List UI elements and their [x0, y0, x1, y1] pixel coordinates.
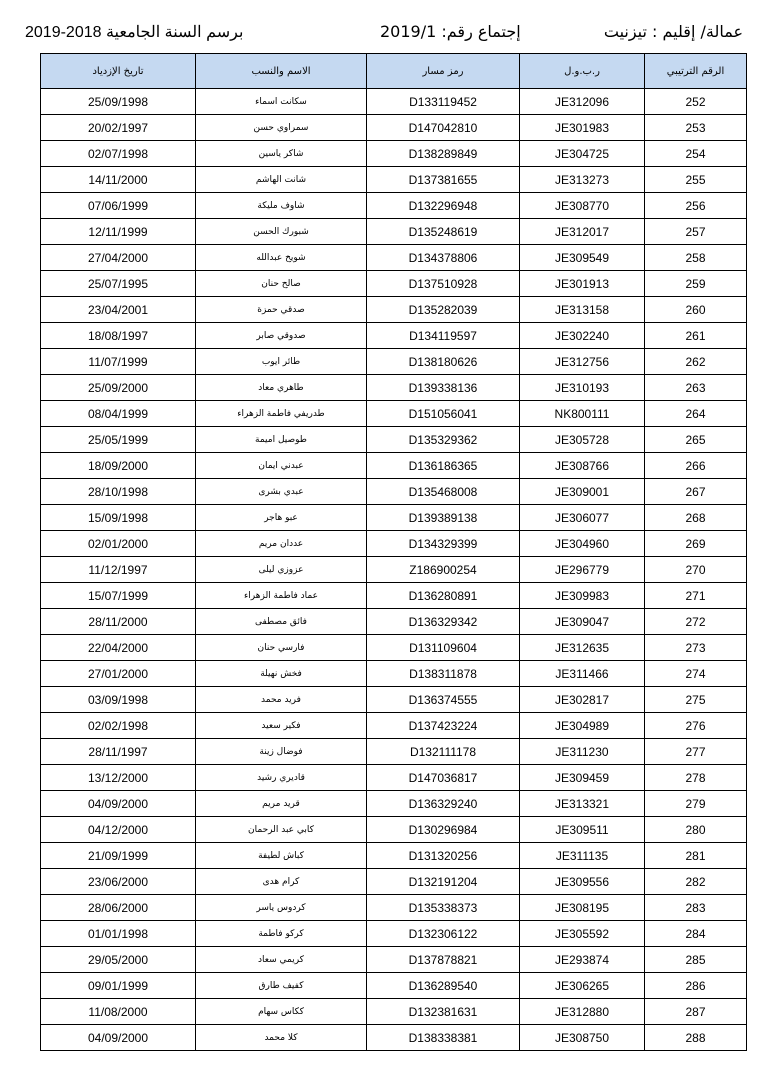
cell-massar-code: D136329240 — [367, 791, 520, 817]
cell-full-name: عزوزي ليلى — [196, 557, 367, 583]
cell-birth-date: 27/01/2000 — [41, 661, 196, 687]
header-full-name: الاسم والنسب — [196, 54, 367, 89]
cell-birth-date: 12/11/1999 — [41, 219, 196, 245]
cell-birth-date: 28/11/1997 — [41, 739, 196, 765]
cell-birth-date: 25/09/1998 — [41, 89, 196, 115]
cell-serial-number: 256 — [645, 193, 747, 219]
cell-full-name: صالح حنان — [196, 271, 367, 297]
table-row — [41, 271, 747, 297]
cell-national-id: JE308770 — [520, 193, 645, 219]
cell-full-name: شاوف مليكة — [196, 193, 367, 219]
cell-massar-code: D134329399 — [367, 531, 520, 557]
cell-birth-date: 11/12/1997 — [41, 557, 196, 583]
table-row — [41, 531, 747, 557]
cell-serial-number: 264 — [645, 401, 747, 427]
cell-full-name: كردوس ياسر — [196, 895, 367, 921]
cell-serial-number: 254 — [645, 141, 747, 167]
cell-birth-date: 25/09/2000 — [41, 375, 196, 401]
table-row — [41, 167, 747, 193]
cell-serial-number: 277 — [645, 739, 747, 765]
cell-national-id: JE302240 — [520, 323, 645, 349]
table-row — [41, 141, 747, 167]
cell-national-id: JE313321 — [520, 791, 645, 817]
table-row — [41, 89, 747, 115]
cell-birth-date: 04/12/2000 — [41, 817, 196, 843]
cell-serial-number: 261 — [645, 323, 747, 349]
cell-massar-code: D133119452 — [367, 89, 520, 115]
table-row — [41, 323, 747, 349]
cell-national-id: JE311466 — [520, 661, 645, 687]
cell-national-id: JE309983 — [520, 583, 645, 609]
cell-birth-date: 29/05/2000 — [41, 947, 196, 973]
cell-massar-code: D139338136 — [367, 375, 520, 401]
table-row — [41, 583, 747, 609]
cell-full-name: فوضال زينة — [196, 739, 367, 765]
cell-full-name: كرام هدى — [196, 869, 367, 895]
cell-national-id: JE306077 — [520, 505, 645, 531]
cell-full-name: طوصيل اميمة — [196, 427, 367, 453]
cell-birth-date: 02/07/1998 — [41, 141, 196, 167]
cell-serial-number: 260 — [645, 297, 747, 323]
cell-serial-number: 265 — [645, 427, 747, 453]
cell-massar-code: D147036817 — [367, 765, 520, 791]
cell-national-id: JE309511 — [520, 817, 645, 843]
table-row — [41, 687, 747, 713]
cell-massar-code: D137510928 — [367, 271, 520, 297]
cell-full-name: قريد مريم — [196, 791, 367, 817]
cell-national-id: JE312756 — [520, 349, 645, 375]
student-roster-table — [40, 53, 747, 1051]
cell-massar-code: D132191204 — [367, 869, 520, 895]
cell-serial-number: 273 — [645, 635, 747, 661]
cell-birth-date: 15/07/1999 — [41, 583, 196, 609]
cell-national-id: JE309459 — [520, 765, 645, 791]
cell-massar-code: D138311878 — [367, 661, 520, 687]
table-row — [41, 661, 747, 687]
table-row — [41, 349, 747, 375]
cell-serial-number: 269 — [645, 531, 747, 557]
table-row — [41, 557, 747, 583]
cell-national-id: JE305592 — [520, 921, 645, 947]
cell-birth-date: 07/06/1999 — [41, 193, 196, 219]
cell-serial-number: 255 — [645, 167, 747, 193]
table-row — [41, 427, 747, 453]
table-row — [41, 479, 747, 505]
cell-serial-number: 283 — [645, 895, 747, 921]
table-row — [41, 869, 747, 895]
cell-massar-code: D135329362 — [367, 427, 520, 453]
cell-full-name: صدوقي صابر — [196, 323, 367, 349]
cell-national-id: JE312880 — [520, 999, 645, 1025]
table-row — [41, 791, 747, 817]
cell-serial-number: 266 — [645, 453, 747, 479]
table-row — [41, 739, 747, 765]
cell-massar-code: D132306122 — [367, 921, 520, 947]
cell-national-id: JE306265 — [520, 973, 645, 999]
cell-national-id: JE312635 — [520, 635, 645, 661]
cell-massar-code: D134119597 — [367, 323, 520, 349]
cell-serial-number: 262 — [645, 349, 747, 375]
cell-massar-code: D135282039 — [367, 297, 520, 323]
meeting-number-label: إجتماع رقم: 2019/1 — [380, 22, 521, 41]
table-row — [41, 375, 747, 401]
cell-national-id: JE312096 — [520, 89, 645, 115]
table-row — [41, 219, 747, 245]
cell-birth-date: 04/09/2000 — [41, 1025, 196, 1051]
cell-national-id: NK800111 — [520, 401, 645, 427]
cell-serial-number: 258 — [645, 245, 747, 271]
cell-massar-code: D132111178 — [367, 739, 520, 765]
cell-national-id: JE301983 — [520, 115, 645, 141]
cell-full-name: كركو فاطمة — [196, 921, 367, 947]
cell-birth-date: 02/01/2000 — [41, 531, 196, 557]
table-row — [41, 921, 747, 947]
cell-massar-code: D137423224 — [367, 713, 520, 739]
cell-national-id: JE293874 — [520, 947, 645, 973]
table-row — [41, 609, 747, 635]
header-serial-number: الرقم الترتيبي — [645, 54, 747, 89]
cell-serial-number: 284 — [645, 921, 747, 947]
cell-massar-code: D136280891 — [367, 583, 520, 609]
cell-full-name: عددان مريم — [196, 531, 367, 557]
cell-birth-date: 04/09/2000 — [41, 791, 196, 817]
cell-full-name: شاكر ياسين — [196, 141, 367, 167]
cell-national-id: JE313273 — [520, 167, 645, 193]
cell-massar-code: D138289849 — [367, 141, 520, 167]
cell-serial-number: 271 — [645, 583, 747, 609]
cell-birth-date: 28/10/1998 — [41, 479, 196, 505]
cell-massar-code: D136329342 — [367, 609, 520, 635]
cell-full-name: فائق مصطفى — [196, 609, 367, 635]
cell-birth-date: 18/09/2000 — [41, 453, 196, 479]
cell-national-id: JE313158 — [520, 297, 645, 323]
region-label: عمالة/ إقليم : تيزنيت — [603, 22, 743, 41]
cell-full-name: طائر ايوب — [196, 349, 367, 375]
cell-full-name: طدريفي فاطمة الزهراء — [196, 401, 367, 427]
table-row — [41, 635, 747, 661]
cell-full-name: عبدي بشرى — [196, 479, 367, 505]
cell-serial-number: 268 — [645, 505, 747, 531]
cell-national-id: JE311230 — [520, 739, 645, 765]
cell-full-name: كباش لطيفة — [196, 843, 367, 869]
cell-full-name: عبو هاجر — [196, 505, 367, 531]
cell-massar-code: D147042810 — [367, 115, 520, 141]
table-row — [41, 895, 747, 921]
cell-full-name: فارسي حنان — [196, 635, 367, 661]
table-row — [41, 401, 747, 427]
header-birth-date: تاريخ الإزدياد — [41, 54, 196, 89]
cell-national-id: JE308766 — [520, 453, 645, 479]
cell-serial-number: 276 — [645, 713, 747, 739]
cell-massar-code: D135468008 — [367, 479, 520, 505]
cell-birth-date: 20/02/1997 — [41, 115, 196, 141]
cell-serial-number: 259 — [645, 271, 747, 297]
cell-serial-number: 257 — [645, 219, 747, 245]
cell-full-name: كلا محمد — [196, 1025, 367, 1051]
cell-birth-date: 13/12/2000 — [41, 765, 196, 791]
cell-full-name: سكانت اسماء — [196, 89, 367, 115]
cell-massar-code: D135248619 — [367, 219, 520, 245]
cell-birth-date: 18/08/1997 — [41, 323, 196, 349]
cell-full-name: فكير سعيد — [196, 713, 367, 739]
cell-national-id: JE309001 — [520, 479, 645, 505]
cell-birth-date: 25/05/1999 — [41, 427, 196, 453]
cell-national-id: JE309549 — [520, 245, 645, 271]
cell-national-id: JE310193 — [520, 375, 645, 401]
cell-national-id: JE309556 — [520, 869, 645, 895]
cell-national-id: JE302817 — [520, 687, 645, 713]
cell-massar-code: D136374555 — [367, 687, 520, 713]
cell-serial-number: 274 — [645, 661, 747, 687]
cell-national-id: JE308195 — [520, 895, 645, 921]
table-row — [41, 765, 747, 791]
cell-national-id: JE308750 — [520, 1025, 645, 1051]
table-row — [41, 713, 747, 739]
cell-birth-date: 11/07/1999 — [41, 349, 196, 375]
cell-serial-number: 279 — [645, 791, 747, 817]
cell-massar-code: D135338373 — [367, 895, 520, 921]
cell-full-name: شانت الهاشم — [196, 167, 367, 193]
table-row — [41, 453, 747, 479]
cell-full-name: عماد فاطمة الزهراء — [196, 583, 367, 609]
cell-serial-number: 267 — [645, 479, 747, 505]
table-row — [41, 947, 747, 973]
cell-birth-date: 11/08/2000 — [41, 999, 196, 1025]
cell-massar-code: Z186900254 — [367, 557, 520, 583]
academic-year-label: برسم السنة الجامعية 2018-2019 — [25, 24, 244, 41]
cell-national-id: JE311135 — [520, 843, 645, 869]
cell-birth-date: 28/06/2000 — [41, 895, 196, 921]
cell-birth-date: 23/06/2000 — [41, 869, 196, 895]
cell-massar-code: D137381655 — [367, 167, 520, 193]
cell-full-name: عبدني ايمان — [196, 453, 367, 479]
cell-full-name: صدقي حمزة — [196, 297, 367, 323]
table-row — [41, 999, 747, 1025]
cell-birth-date: 08/04/1999 — [41, 401, 196, 427]
table-row — [41, 505, 747, 531]
cell-massar-code: D134378806 — [367, 245, 520, 271]
table-row — [41, 297, 747, 323]
table-body — [41, 89, 747, 1051]
cell-full-name: كابي عبد الرحمان — [196, 817, 367, 843]
table-row — [41, 193, 747, 219]
cell-massar-code: D138338381 — [367, 1025, 520, 1051]
cell-full-name: طاهري معاد — [196, 375, 367, 401]
cell-national-id: JE301913 — [520, 271, 645, 297]
cell-birth-date: 03/09/1998 — [41, 687, 196, 713]
cell-massar-code: D131320256 — [367, 843, 520, 869]
cell-serial-number: 281 — [645, 843, 747, 869]
cell-birth-date: 27/04/2000 — [41, 245, 196, 271]
cell-serial-number: 280 — [645, 817, 747, 843]
header-national-id: ر.ب.و.ل — [520, 54, 645, 89]
cell-national-id: JE309047 — [520, 609, 645, 635]
table-row — [41, 245, 747, 271]
cell-birth-date: 25/07/1995 — [41, 271, 196, 297]
cell-massar-code: D136289540 — [367, 973, 520, 999]
cell-serial-number: 272 — [645, 609, 747, 635]
cell-birth-date: 23/04/2001 — [41, 297, 196, 323]
cell-national-id: JE304725 — [520, 141, 645, 167]
cell-massar-code: D151056041 — [367, 401, 520, 427]
cell-national-id: JE305728 — [520, 427, 645, 453]
cell-national-id: JE296779 — [520, 557, 645, 583]
cell-full-name: كفيف طارق — [196, 973, 367, 999]
table-row — [41, 817, 747, 843]
cell-serial-number: 286 — [645, 973, 747, 999]
cell-national-id: JE304960 — [520, 531, 645, 557]
cell-massar-code: D139389138 — [367, 505, 520, 531]
page-header — [25, 22, 743, 44]
cell-full-name: ككاس سهام — [196, 999, 367, 1025]
cell-serial-number: 253 — [645, 115, 747, 141]
cell-serial-number: 270 — [645, 557, 747, 583]
cell-massar-code: D132381631 — [367, 999, 520, 1025]
cell-national-id: JE304989 — [520, 713, 645, 739]
table-row — [41, 973, 747, 999]
cell-birth-date: 02/02/1998 — [41, 713, 196, 739]
cell-serial-number: 287 — [645, 999, 747, 1025]
cell-serial-number: 288 — [645, 1025, 747, 1051]
cell-massar-code: D132296948 — [367, 193, 520, 219]
table-row — [41, 843, 747, 869]
cell-birth-date: 15/09/1998 — [41, 505, 196, 531]
cell-serial-number: 285 — [645, 947, 747, 973]
cell-birth-date: 28/11/2000 — [41, 609, 196, 635]
table-row — [41, 115, 747, 141]
cell-massar-code: D136186365 — [367, 453, 520, 479]
cell-full-name: سمراوي حسن — [196, 115, 367, 141]
cell-full-name: قاديري رشيد — [196, 765, 367, 791]
cell-birth-date: 01/01/1998 — [41, 921, 196, 947]
cell-birth-date: 22/04/2000 — [41, 635, 196, 661]
cell-massar-code: D138180626 — [367, 349, 520, 375]
cell-national-id: JE312017 — [520, 219, 645, 245]
cell-birth-date: 14/11/2000 — [41, 167, 196, 193]
header-massar-code: رمز مسار — [367, 54, 520, 89]
table-header-row — [41, 54, 747, 89]
cell-serial-number: 282 — [645, 869, 747, 895]
table-row — [41, 1025, 747, 1051]
cell-massar-code: D131109604 — [367, 635, 520, 661]
cell-serial-number: 263 — [645, 375, 747, 401]
cell-full-name: كريمي سعاد — [196, 947, 367, 973]
cell-serial-number: 275 — [645, 687, 747, 713]
cell-serial-number: 252 — [645, 89, 747, 115]
cell-full-name: شويخ عبدالله — [196, 245, 367, 271]
cell-serial-number: 278 — [645, 765, 747, 791]
cell-full-name: فخش نهيلة — [196, 661, 367, 687]
cell-massar-code: D130296984 — [367, 817, 520, 843]
cell-birth-date: 09/01/1999 — [41, 973, 196, 999]
cell-full-name: فريد محمد — [196, 687, 367, 713]
cell-full-name: شبورك الحسن — [196, 219, 367, 245]
cell-massar-code: D137878821 — [367, 947, 520, 973]
cell-birth-date: 21/09/1999 — [41, 843, 196, 869]
